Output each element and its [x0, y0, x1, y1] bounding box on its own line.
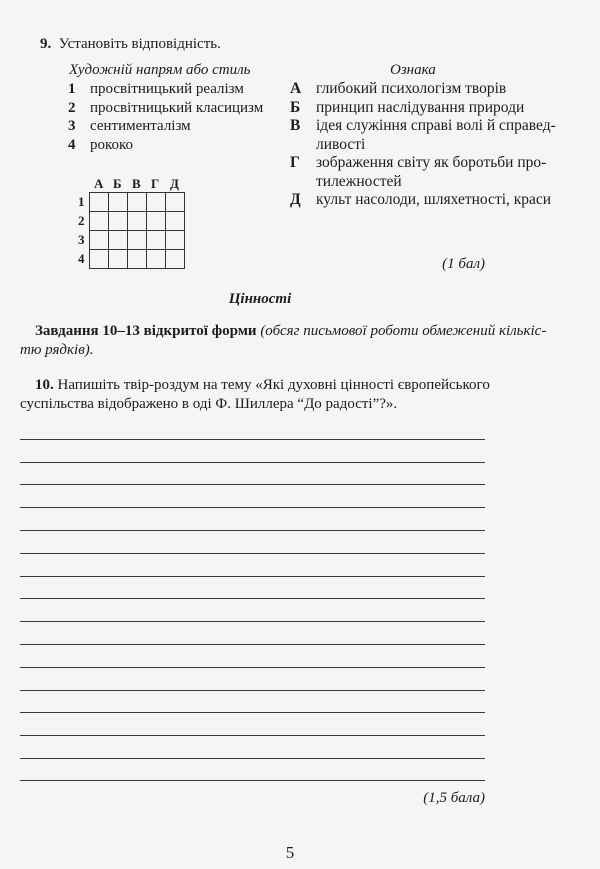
task10-score: (1,5 бала): [423, 790, 485, 806]
grid-cell[interactable]: [166, 193, 185, 212]
answer-line[interactable]: [20, 439, 485, 440]
answer-line[interactable]: [20, 484, 485, 485]
grid-cell[interactable]: [147, 231, 166, 250]
answer-line[interactable]: [20, 507, 485, 508]
right-column-heading: Ознака: [390, 62, 436, 78]
grid-cell[interactable]: [166, 231, 185, 250]
grid-col-label: Г: [151, 176, 160, 191]
task9-question: [40, 36, 221, 53]
answer-line[interactable]: [20, 553, 485, 554]
grid-cell[interactable]: [109, 212, 128, 231]
grid-cell[interactable]: [109, 193, 128, 212]
feature-item: Б принцип наслідування природи: [290, 98, 525, 116]
grid-cell[interactable]: [90, 193, 109, 212]
style-item: 3 сентименталізм: [68, 118, 191, 134]
style-item: 2 просвітницький класицизм: [68, 99, 264, 116]
intro-note: (обсяг письмової роботи обмежений кількіс-: [260, 323, 547, 339]
grid-cell[interactable]: [90, 212, 109, 231]
task-prompt: Установіть відповідність.: [58, 36, 221, 52]
grid-col-label: В: [132, 176, 141, 191]
page-number: 5: [285, 843, 295, 862]
answer-line[interactable]: [20, 735, 485, 736]
feature-item: В ідея служіння справі волі й справед- ливості: [290, 117, 556, 153]
grid-col-label: А: [94, 176, 104, 191]
grid-cell[interactable]: [90, 250, 109, 269]
feature-item: Г зображення світу як боротьби про- тилежностей: [290, 154, 547, 190]
grid-cell[interactable]: [128, 212, 147, 231]
grid-row-label: 3: [78, 232, 85, 247]
answer-grid-cells: [89, 192, 185, 269]
style-item: 4 рококо: [68, 136, 134, 153]
grid-cell[interactable]: [147, 250, 166, 269]
grid-cell[interactable]: [166, 212, 185, 231]
grid-cell[interactable]: [90, 231, 109, 250]
answer-line[interactable]: [20, 780, 485, 781]
grid-row-label: 1: [78, 194, 85, 209]
feature-list: [290, 80, 556, 210]
grid-cell[interactable]: [147, 193, 166, 212]
task10-question: [20, 376, 490, 414]
grid-cell[interactable]: [166, 250, 185, 269]
grid-cell[interactable]: [147, 212, 166, 231]
section-intro: [20, 322, 546, 360]
answer-line[interactable]: [20, 644, 485, 645]
answer-line[interactable]: [20, 530, 485, 531]
feature-item: А глибокий психологізм творів: [290, 80, 507, 97]
intro-note-cont: тю рядків).: [20, 342, 94, 358]
answer-line[interactable]: [20, 712, 485, 713]
left-column-heading: Художній напрям або стиль: [69, 62, 251, 78]
grid-row-label: 2: [78, 213, 85, 228]
task9-score: (1 бал): [442, 256, 485, 272]
grid-cell[interactable]: [128, 193, 147, 212]
answer-line[interactable]: [20, 758, 485, 759]
intro-bold: Завдання 10–13 відкритої форми: [35, 323, 257, 339]
grid-col-label: Д: [170, 176, 179, 191]
answer-line[interactable]: [20, 598, 485, 599]
style-item: 1 просвітницький реалізм: [68, 81, 244, 97]
answer-line[interactable]: [20, 576, 485, 577]
answer-line[interactable]: [20, 462, 485, 463]
task-prompt-cont: суспільства відображено в оді Ф. Шиллера “До радості”?».: [20, 396, 398, 412]
grid-cell[interactable]: [109, 250, 128, 269]
section-title: Цінності: [228, 291, 292, 307]
grid-col-label: Б: [113, 176, 122, 191]
answer-line[interactable]: [20, 667, 485, 668]
grid-row-label: 4: [78, 251, 85, 266]
grid-cell[interactable]: [128, 250, 147, 269]
answer-line[interactable]: [20, 690, 485, 691]
task-number: 9.: [40, 36, 52, 52]
task-number: 10.: [35, 377, 54, 393]
grid-cell[interactable]: [109, 231, 128, 250]
grid-cell[interactable]: [128, 231, 147, 250]
feature-item: Д культ насолоди, шляхетності, краси: [290, 191, 552, 208]
task-prompt: Напишіть твір-роздум на тему «Які духовні цінності європейського: [57, 377, 490, 393]
style-list: [68, 80, 263, 154]
answer-line[interactable]: [20, 621, 485, 622]
